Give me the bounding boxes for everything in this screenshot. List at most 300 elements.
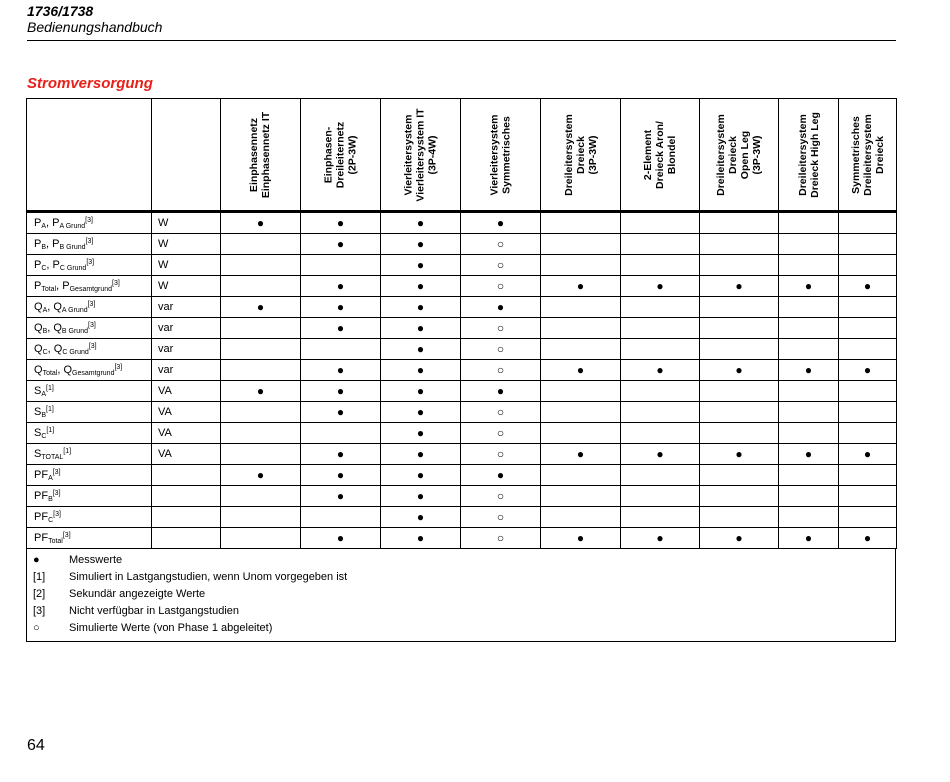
footnote-ref: [3] [62, 531, 71, 539]
parameter-subscript: A Grund [59, 222, 86, 230]
parameter-symbol: P [52, 258, 60, 271]
empty-cell [221, 255, 301, 276]
parameter-symbol: P [52, 216, 60, 229]
empty-cell [541, 402, 621, 423]
table-row [27, 297, 897, 318]
empty-cell [621, 402, 700, 423]
footnote-ref: [3] [52, 489, 61, 497]
measured-dot-icon: ● [779, 444, 839, 465]
parameter-subscript: B Grund [59, 243, 86, 251]
footnote-ref: [3] [85, 237, 94, 245]
parameter-symbol: Q [53, 342, 63, 355]
empty-cell [221, 423, 301, 444]
empty-cell [779, 234, 839, 255]
legend-symbol: [2] [33, 587, 46, 600]
table-row [27, 360, 897, 381]
parameter-subscript: B [41, 243, 47, 251]
empty-cell [839, 234, 897, 255]
column-header [221, 99, 301, 212]
unit-cell: W [152, 276, 221, 297]
table-row [27, 528, 897, 549]
measured-dot-icon: ● [621, 360, 700, 381]
column-header [700, 99, 779, 212]
empty-cell [839, 212, 897, 234]
empty-cell [221, 507, 301, 528]
parameter-symbol: Q [34, 321, 43, 334]
measured-dot-icon: ● [381, 486, 461, 507]
parameter-cell [27, 360, 152, 381]
measured-dot-icon: ● [381, 297, 461, 318]
measured-dot-icon: ● [779, 528, 839, 549]
parameter-cell [27, 297, 152, 318]
measured-dot-icon: ● [301, 444, 381, 465]
parameter-symbol: Q [53, 300, 62, 313]
simulated-circle-icon: ○ [461, 486, 541, 507]
document-subtitle: Bedienungshandbuch [27, 19, 163, 35]
measured-dot-icon: ● [301, 528, 381, 549]
parameter-symbol: P [62, 279, 70, 292]
empty-cell [301, 507, 381, 528]
empty-cell [839, 507, 897, 528]
legend-item [27, 602, 895, 619]
empty-cell [541, 381, 621, 402]
empty-cell [700, 402, 779, 423]
empty-cell [621, 507, 700, 528]
measured-dot-icon: ● [381, 381, 461, 402]
parameter-cell [27, 339, 152, 360]
table-row [27, 255, 897, 276]
column-header-label: Einphasennetz Einphasennetz IT [248, 111, 273, 198]
legend [26, 549, 896, 642]
parameter-subscript: Total [42, 369, 58, 377]
empty-cell [621, 465, 700, 486]
table-row [27, 339, 897, 360]
empty-cell [221, 402, 301, 423]
legend-text: Simulierte Werte (von Phase 1 abgeleitet) [69, 621, 273, 634]
column-header [621, 99, 700, 212]
measured-dot-icon: ● [541, 528, 621, 549]
parameter-subscript: B [42, 327, 48, 335]
legend-text: Sekundär angezeigte Werte [69, 587, 206, 600]
footnote-ref: [1] [46, 426, 55, 434]
unit-cell: VA [152, 381, 221, 402]
measured-dot-icon: ● [541, 276, 621, 297]
empty-cell [301, 255, 381, 276]
empty-cell [700, 212, 779, 234]
empty-cell [779, 402, 839, 423]
empty-cell [779, 339, 839, 360]
footnote-ref: [3] [88, 321, 96, 329]
simulated-circle-icon: ○ [461, 444, 541, 465]
empty-cell [221, 360, 301, 381]
column-header [461, 99, 541, 212]
measured-dot-icon: ● [301, 360, 381, 381]
empty-cell [541, 212, 621, 234]
parameter-separator: , [47, 342, 54, 355]
parameter-separator: , [56, 279, 63, 292]
section-title: Stromversorgung [27, 75, 153, 92]
empty-cell [221, 276, 301, 297]
empty-cell [700, 465, 779, 486]
measured-dot-icon: ● [381, 444, 461, 465]
measured-dot-icon: ● [381, 528, 461, 549]
parameter-separator: , [47, 321, 54, 334]
footnote-ref: [1] [46, 384, 54, 392]
parameter-symbol: Q [53, 321, 62, 334]
empty-cell [541, 486, 621, 507]
empty-cell [839, 402, 897, 423]
empty-cell [700, 255, 779, 276]
empty-cell [700, 318, 779, 339]
measured-dot-icon: ● [381, 255, 461, 276]
empty-cell [839, 465, 897, 486]
empty-cell [621, 297, 700, 318]
legend-item [27, 585, 895, 602]
table-row [27, 423, 897, 444]
parameter-symbol: PF [34, 531, 49, 544]
table-row [27, 444, 897, 465]
unit-cell [152, 465, 221, 486]
footnote-ref: [3] [86, 258, 95, 266]
measured-dot-icon: ● [839, 528, 897, 549]
legend-symbol: ● [33, 553, 40, 566]
empty-cell [779, 465, 839, 486]
parameter-cell [27, 528, 152, 549]
footnote-ref: [3] [88, 342, 97, 350]
table-row [27, 212, 897, 234]
empty-cell [301, 423, 381, 444]
empty-cell [621, 212, 700, 234]
column-header-label: Einphasen- Dreileiternetz (2P-3W) [322, 121, 359, 188]
column-header [839, 99, 897, 212]
parameter-symbol: S [34, 405, 42, 418]
column-header [301, 99, 381, 212]
parameter-subscript: B [41, 411, 47, 419]
unit-cell: VA [152, 444, 221, 465]
unit-cell: var [152, 318, 221, 339]
header-divider [27, 40, 896, 41]
measured-dot-icon: ● [221, 297, 301, 318]
parameter-cell [27, 423, 152, 444]
measured-dot-icon: ● [461, 465, 541, 486]
unit-cell [152, 528, 221, 549]
measured-dot-icon: ● [381, 276, 461, 297]
empty-cell [779, 507, 839, 528]
measured-dot-icon: ● [381, 360, 461, 381]
footnote-ref: [3] [85, 216, 93, 224]
document-model: 1736/1738 [27, 3, 94, 19]
empty-cell [221, 528, 301, 549]
empty-cell [221, 486, 301, 507]
column-header [381, 99, 461, 212]
table-body [27, 212, 897, 549]
column-header-label: Symmetrisches Dreileitersystem Dreieck [849, 113, 886, 196]
empty-cell [541, 234, 621, 255]
parameter-cell [27, 486, 152, 507]
footnote-ref: [1] [46, 405, 54, 413]
parameter-cell [27, 212, 152, 234]
measured-dot-icon: ● [700, 528, 779, 549]
empty-cell [839, 339, 897, 360]
measured-dot-icon: ● [700, 276, 779, 297]
parameter-symbol: P [34, 258, 42, 271]
parameter-subscript: C [42, 348, 48, 356]
parameter-subscript: B [48, 495, 53, 503]
simulated-circle-icon: ○ [461, 234, 541, 255]
column-header-label: Dreileitersystem Dreieck High Leg [796, 111, 821, 198]
parameter-subscript: A Grund [61, 306, 88, 314]
table-row [27, 381, 897, 402]
parameter-separator: , [57, 363, 64, 376]
page-number: 64 [27, 737, 45, 754]
empty-cell [621, 486, 700, 507]
parameter-cell [27, 465, 152, 486]
table-header-row [27, 99, 897, 212]
unit-cell [152, 486, 221, 507]
parameter-cell [27, 234, 152, 255]
parameter-subscript: C [48, 516, 54, 524]
simulated-circle-icon: ○ [461, 402, 541, 423]
footnote-ref: [3] [114, 363, 123, 371]
column-header-label: Vierleitersystem Symmetrisches [488, 114, 513, 195]
empty-cell [700, 423, 779, 444]
measured-dot-icon: ● [541, 360, 621, 381]
column-header-label: 2-Element Dreieck Aron/ Blondel [641, 120, 678, 189]
empty-cell [779, 255, 839, 276]
legend-symbol: [3] [33, 604, 46, 617]
parameter-separator: , [47, 300, 54, 313]
empty-cell [779, 212, 839, 234]
empty-cell [541, 339, 621, 360]
empty-cell [221, 444, 301, 465]
measured-dot-icon: ● [621, 444, 700, 465]
empty-cell [621, 234, 700, 255]
unit-cell: var [152, 360, 221, 381]
parameter-separator: , [46, 258, 53, 271]
parameter-subscript: Gesamtgrund [72, 369, 115, 377]
column-header [779, 99, 839, 212]
unit-cell [152, 507, 221, 528]
measured-dot-icon: ● [381, 318, 461, 339]
table-row [27, 402, 897, 423]
legend-item [27, 568, 895, 585]
parameter-subscript: A [41, 222, 47, 230]
measured-dot-icon: ● [839, 360, 897, 381]
legend-text: Messwerte [69, 553, 123, 566]
measured-dot-icon: ● [700, 360, 779, 381]
simulated-circle-icon: ○ [461, 276, 541, 297]
measured-dot-icon: ● [221, 381, 301, 402]
parameter-subscript: C Grund [59, 264, 87, 272]
empty-cell [221, 318, 301, 339]
simulated-circle-icon: ○ [461, 507, 541, 528]
parameter-subscript: Total [41, 285, 57, 293]
empty-cell [221, 339, 301, 360]
measured-dot-icon: ● [381, 507, 461, 528]
unit-cell: W [152, 234, 221, 255]
unit-cell: VA [152, 423, 221, 444]
measured-dot-icon: ● [779, 276, 839, 297]
measured-dot-icon: ● [621, 276, 700, 297]
column-header [541, 99, 621, 212]
empty-cell [221, 234, 301, 255]
measured-dot-icon: ● [541, 444, 621, 465]
measured-dot-icon: ● [621, 528, 700, 549]
unit-cell: var [152, 339, 221, 360]
empty-cell [839, 486, 897, 507]
measured-dot-icon: ● [700, 444, 779, 465]
footnote-ref: [3] [87, 300, 96, 308]
empty-cell [700, 234, 779, 255]
column-header-label: Vierleitersystem Vierleitersystem IT (3P-4W) [402, 107, 439, 202]
footnote-ref: [3] [112, 279, 120, 287]
parameter-symbol: Q [63, 363, 73, 376]
measured-dot-icon: ● [301, 234, 381, 255]
empty-cell [700, 486, 779, 507]
parameter-cell [27, 255, 152, 276]
measured-dot-icon: ● [301, 381, 381, 402]
measured-dot-icon: ● [839, 444, 897, 465]
empty-cell [541, 255, 621, 276]
parameter-subscript: TOTAL [41, 453, 64, 461]
footnote-ref: [1] [63, 447, 72, 455]
empty-cell [621, 255, 700, 276]
parameter-symbol: P [52, 237, 60, 250]
empty-cell [779, 381, 839, 402]
column-header-label: Dreileitersystem Dreieck (3P-3W) [562, 113, 599, 196]
empty-cell [779, 486, 839, 507]
empty-cell [839, 297, 897, 318]
empty-cell [621, 423, 700, 444]
legend-symbol: [1] [33, 570, 46, 583]
table-row [27, 465, 897, 486]
parameter-symbol: P [34, 216, 42, 229]
simulated-circle-icon: ○ [461, 423, 541, 444]
legend-symbol: ○ [33, 621, 40, 634]
empty-cell [621, 381, 700, 402]
empty-cell [541, 297, 621, 318]
measured-dot-icon: ● [301, 318, 381, 339]
parameter-cell [27, 318, 152, 339]
measured-dot-icon: ● [221, 212, 301, 234]
empty-cell [839, 423, 897, 444]
measured-dot-icon: ● [461, 212, 541, 234]
parameter-symbol: Q [34, 363, 43, 376]
measured-dot-icon: ● [779, 360, 839, 381]
table-row [27, 318, 897, 339]
measured-dot-icon: ● [301, 276, 381, 297]
parameter-cell [27, 276, 152, 297]
measured-dot-icon: ● [381, 465, 461, 486]
parameter-subscript: B Grund [61, 327, 88, 335]
measured-dot-icon: ● [301, 212, 381, 234]
table-row [27, 507, 897, 528]
parameter-symbol: S [34, 384, 42, 397]
unit-cell: var [152, 297, 221, 318]
empty-cell [839, 255, 897, 276]
empty-cell [301, 339, 381, 360]
parameter-symbol: S [34, 447, 42, 460]
unit-cell: W [152, 255, 221, 276]
legend-text: Simuliert in Lastgangstudien, wenn Unom vorgegeben ist [69, 570, 348, 583]
measurement-table-container [26, 98, 896, 642]
parameter-symbol: PF [34, 489, 49, 502]
parameter-symbol: P [34, 279, 42, 292]
simulated-circle-icon: ○ [461, 339, 541, 360]
table-row [27, 234, 897, 255]
parameter-separator: , [46, 237, 53, 250]
measured-dot-icon: ● [381, 212, 461, 234]
parameter-subscript: C Grund [62, 348, 89, 356]
measured-dot-icon: ● [461, 297, 541, 318]
empty-cell [839, 318, 897, 339]
simulated-circle-icon: ○ [461, 255, 541, 276]
empty-cell [779, 297, 839, 318]
simulated-circle-icon: ○ [461, 360, 541, 381]
simulated-circle-icon: ○ [461, 318, 541, 339]
simulated-circle-icon: ○ [461, 528, 541, 549]
parameter-symbol: Q [34, 342, 43, 355]
empty-cell [779, 423, 839, 444]
unit-cell: VA [152, 402, 221, 423]
parameter-subscript: A [42, 306, 48, 314]
empty-cell [541, 465, 621, 486]
parameter-subscript: C [41, 432, 47, 440]
measured-dot-icon: ● [381, 234, 461, 255]
measured-dot-icon: ● [301, 486, 381, 507]
parameter-symbol: P [34, 237, 42, 250]
empty-cell [839, 381, 897, 402]
legend-item [27, 619, 895, 636]
empty-cell [700, 339, 779, 360]
parameter-cell [27, 507, 152, 528]
header-param-cell [27, 99, 152, 212]
empty-cell [700, 297, 779, 318]
measured-dot-icon: ● [221, 465, 301, 486]
empty-cell [541, 507, 621, 528]
empty-cell [700, 381, 779, 402]
legend-text: Nicht verfügbar in Lastgangstudien [69, 604, 239, 617]
parameter-cell [27, 381, 152, 402]
parameter-subscript: A [41, 390, 47, 398]
measured-dot-icon: ● [381, 423, 461, 444]
measured-dot-icon: ● [301, 297, 381, 318]
measured-dot-icon: ● [381, 402, 461, 423]
legend-item [27, 551, 895, 568]
measured-dot-icon: ● [301, 465, 381, 486]
empty-cell [621, 318, 700, 339]
parameter-symbol: Q [34, 300, 43, 313]
measured-dot-icon: ● [839, 276, 897, 297]
measurement-table [26, 98, 897, 549]
parameter-cell [27, 402, 152, 423]
table-row [27, 276, 897, 297]
parameter-subscript: A [48, 474, 53, 482]
parameter-cell [27, 444, 152, 465]
parameter-subscript: Total [48, 537, 63, 545]
empty-cell [541, 318, 621, 339]
parameter-symbol: S [34, 426, 42, 439]
header-unit-cell [152, 99, 221, 212]
parameter-separator: , [46, 216, 53, 229]
measured-dot-icon: ● [301, 402, 381, 423]
footnote-ref: [3] [53, 510, 61, 518]
parameter-subscript: Gesamtgrund [69, 285, 113, 293]
table-row [27, 486, 897, 507]
empty-cell [700, 507, 779, 528]
empty-cell [541, 423, 621, 444]
unit-cell: W [152, 212, 221, 234]
